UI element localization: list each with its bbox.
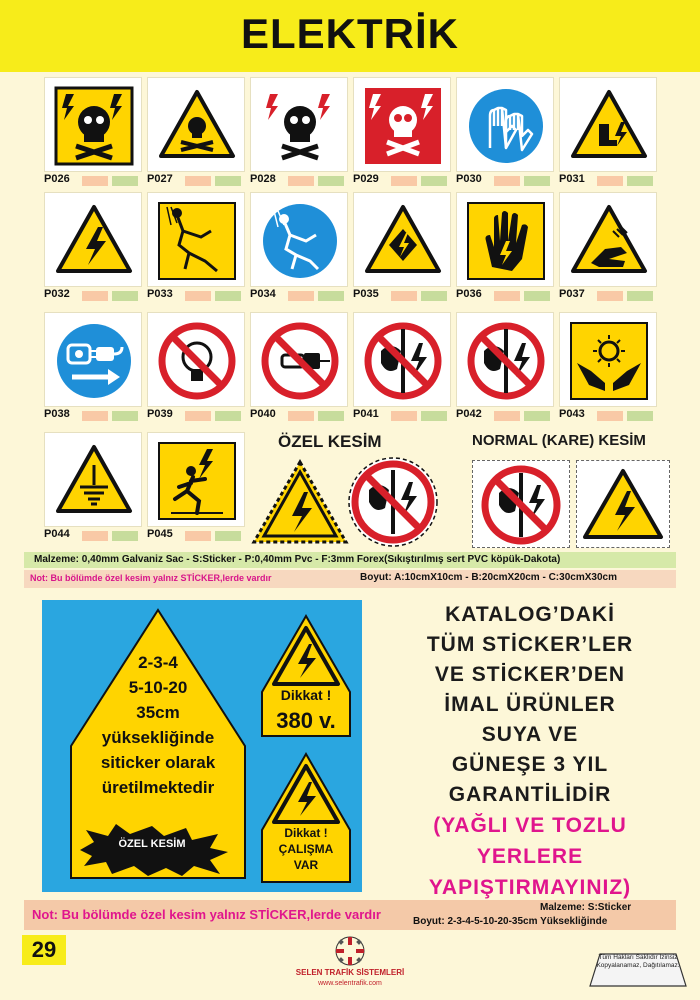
ozel-kesim-heading: ÖZEL KESİM: [278, 432, 382, 451]
electrocuted-person-yellow-icon: [157, 201, 237, 281]
sign-image: [44, 77, 142, 172]
earth-ground-triangle-icon: [54, 441, 134, 521]
sticker-line4: yüksekliğinde: [101, 728, 215, 747]
price-swatch: [112, 291, 138, 301]
sign-card: [559, 312, 657, 422]
page-number: 29: [22, 935, 66, 965]
sign-image: [44, 192, 142, 287]
price-swatch: [215, 176, 241, 186]
warning-line: YERLERE: [476, 845, 584, 868]
sign-code: P026: [44, 173, 70, 185]
price-swatch: [215, 291, 241, 301]
price-swatch: [421, 291, 447, 301]
dikkat-label-1: Dikkat !: [280, 687, 332, 703]
price-swatch: [524, 176, 550, 186]
sign-code: P041: [353, 408, 379, 420]
sign-code: P032: [44, 288, 70, 300]
sign-code: P029: [353, 173, 379, 185]
sign-image: [353, 312, 451, 407]
guarantee-line: GÜNEŞE 3 YIL: [451, 753, 609, 776]
sign-card: [147, 77, 245, 187]
sign-image: [250, 77, 348, 172]
normal-kesim-circle-card: [472, 460, 570, 548]
sign-code: P036: [456, 288, 482, 300]
sign-image: [559, 312, 657, 407]
sign-code: P044: [44, 528, 70, 540]
burst-badge-icon: [72, 822, 232, 878]
normal-kesim-heading: NORMAL (KARE) KESİM: [472, 432, 646, 449]
size-swatch: [82, 176, 108, 186]
footer-note: Not: Bu bölümde özel kesim yalnız STİCKER,lerde vardır: [32, 907, 381, 922]
size-swatch: [288, 176, 314, 186]
price-swatch: [627, 411, 653, 421]
sign-image: [456, 192, 554, 287]
sign-image: [147, 312, 245, 407]
sign-image: [456, 312, 554, 407]
sign-card: [250, 192, 348, 302]
size-swatch: [391, 411, 417, 421]
price-swatch: [421, 176, 447, 186]
no-touch-switch-icon: [363, 321, 443, 401]
no-touch-circle-icon: [473, 461, 569, 547]
size-swatch: [82, 531, 108, 541]
sign-card: [250, 312, 348, 422]
hand-electric-yellow-icon: [466, 201, 546, 281]
volt-label: 380 v.: [276, 708, 336, 733]
sign-card: [559, 77, 657, 187]
sign-card: [456, 77, 554, 187]
sign-code: P031: [559, 173, 585, 185]
skull-red-square-icon: [363, 86, 443, 166]
guarantee-line: SUYA VE: [481, 723, 579, 746]
normal-kesim-triangle-card: [576, 460, 670, 548]
size-swatch: [391, 176, 417, 186]
high-voltage-square-icon: [577, 461, 669, 547]
size-swatch: [185, 291, 211, 301]
sign-code: P040: [250, 408, 276, 420]
gloves-mandatory-icon: [466, 86, 546, 166]
size-swatch: [185, 411, 211, 421]
sign-code: P037: [559, 288, 585, 300]
protect-from-sun-icon: [569, 321, 649, 401]
ozel-kesim-circle-icon: [347, 456, 439, 548]
sign-card: [44, 192, 142, 302]
sticker-line3: 35cm: [136, 703, 180, 722]
size-swatch: [494, 176, 520, 186]
guarantee-line: TÜM STİCKER’LER: [426, 633, 634, 656]
size-swatch: [288, 291, 314, 301]
page-title: ELEKTRİK: [241, 10, 459, 57]
no-touch-switch-2-icon: [466, 321, 546, 401]
sticker-line6: üretilmektedir: [101, 778, 215, 797]
footer-size: Boyut: 2-3-4-5-10-20-35cm Yüksekliğinde: [413, 916, 608, 927]
sign-card: [147, 432, 245, 542]
boots-warning-icon: [569, 86, 649, 166]
sign-image: [559, 192, 657, 287]
sign-code: P045: [147, 528, 173, 540]
price-swatch: [318, 411, 344, 421]
sign-card: [353, 192, 451, 302]
sticker-line2: 5-10-20: [128, 678, 188, 697]
sign-image: [353, 192, 451, 287]
price-swatch: [627, 176, 653, 186]
sign-code: P033: [147, 288, 173, 300]
size-info: Boyut: A:10cmX10cm - B:20cmX20cm - C:30cmX30cm: [360, 572, 617, 583]
sign-code: P039: [147, 408, 173, 420]
sticker-line1: 2-3-4: [138, 653, 178, 672]
sign-card: [44, 312, 142, 422]
high-voltage-triangle-icon: [54, 201, 134, 281]
price-swatch: [215, 531, 241, 541]
warning-line: (YAĞLI VE TOZLU: [433, 814, 627, 837]
price-swatch: [524, 291, 550, 301]
sign-card: [44, 432, 142, 542]
sign-card: [147, 192, 245, 302]
size-swatch: [391, 291, 417, 301]
falling-person-lightning-icon: [157, 441, 237, 521]
sign-code: P042: [456, 408, 482, 420]
guarantee-line: KATALOG’DAKİ: [445, 603, 615, 626]
electrocuted-person-blue-icon: [260, 201, 340, 281]
sign-code: P038: [44, 408, 70, 420]
company-logo-icon: [330, 934, 370, 968]
sign-image: [250, 312, 348, 407]
sign-code: P035: [353, 288, 379, 300]
size-swatch: [494, 291, 520, 301]
note-text: Not: Bu bölümde özel kesim yalnız STİCKER,lerde vardır: [30, 573, 272, 583]
size-swatch: [185, 176, 211, 186]
company-name: SELEN TRAFİK SİSTEMLERİ: [295, 968, 405, 977]
size-swatch: [82, 291, 108, 301]
warning-line: YAPIŞTIRMAYINIZ): [428, 876, 632, 899]
sign-card: [353, 77, 451, 187]
sticker-text: [65, 650, 251, 800]
dikkat-label-2: Dikkat !: [284, 826, 328, 840]
sign-image: [250, 192, 348, 287]
sign-code: P030: [456, 173, 482, 185]
price-swatch: [112, 411, 138, 421]
skull-lightning-white-icon: [260, 86, 340, 166]
sign-image: [559, 77, 657, 172]
price-swatch: [215, 411, 241, 421]
sign-card: [456, 312, 554, 422]
sign-card: [250, 77, 348, 187]
var-label: VAR: [293, 858, 319, 872]
size-swatch: [597, 411, 623, 421]
plug-unplug-blue-icon: [54, 321, 134, 401]
sign-card: [353, 312, 451, 422]
sign-image: [353, 77, 451, 172]
sign-card: [456, 192, 554, 302]
ozel-kesim-triangle-icon: [250, 458, 350, 546]
size-swatch: [185, 531, 211, 541]
guarantee-text: [370, 600, 690, 903]
burst-label: ÖZEL KESİM: [118, 838, 186, 850]
sign-image: [147, 77, 245, 172]
guarantee-line: İMAL ÜRÜNLER: [444, 693, 616, 716]
size-swatch: [288, 411, 314, 421]
sign-image: [456, 77, 554, 172]
company-url: www.selentrafik.com: [318, 980, 382, 987]
voltage-triangle-diamond-icon: [363, 201, 443, 281]
size-swatch: [494, 411, 520, 421]
material-info: Malzeme: 0,40mm Galvaniz Sac - S:Sticker - P:0,40mm Pvc - F:3mm Forex(Sıkıştırılmış sert PVC köpük-Dakota): [24, 552, 676, 568]
sign-card: [147, 312, 245, 422]
price-swatch: [318, 176, 344, 186]
calisma-label: ÇALIŞMA: [278, 842, 334, 856]
price-swatch: [112, 531, 138, 541]
size-swatch: [597, 176, 623, 186]
guarantee-line: VE STİCKER’DEN: [434, 663, 626, 686]
sign-code: P043: [559, 408, 585, 420]
skull-warning-triangle-icon: [157, 86, 237, 166]
price-swatch: [627, 291, 653, 301]
sign-image: [147, 432, 245, 527]
no-plug-icon: [260, 321, 340, 401]
price-swatch: [112, 176, 138, 186]
sign-image: [147, 192, 245, 287]
sign-image: [44, 432, 142, 527]
size-swatch: [597, 291, 623, 301]
size-swatch: [82, 411, 108, 421]
price-swatch: [318, 291, 344, 301]
hand-warning-triangle-icon: [569, 201, 649, 281]
sign-code: P034: [250, 288, 276, 300]
sign-image: [44, 312, 142, 407]
sign-code: P027: [147, 173, 173, 185]
sticker-line5: siticker olarak: [100, 753, 216, 772]
copyright-text: Tüm Hakları Saklıdır İzinsiz Kopyalanamaz, Dağıtılamaz.: [596, 954, 680, 969]
guarantee-line: GARANTİLİDİR: [448, 783, 612, 806]
price-swatch: [524, 411, 550, 421]
no-bulb-icon: [157, 321, 237, 401]
sign-code: P028: [250, 173, 276, 185]
footer-material: Malzeme: S:Sticker: [540, 902, 632, 913]
price-swatch: [421, 411, 447, 421]
skull-lightning-sign-icon: [54, 86, 134, 166]
sign-card: [44, 77, 142, 187]
sign-card: [559, 192, 657, 302]
